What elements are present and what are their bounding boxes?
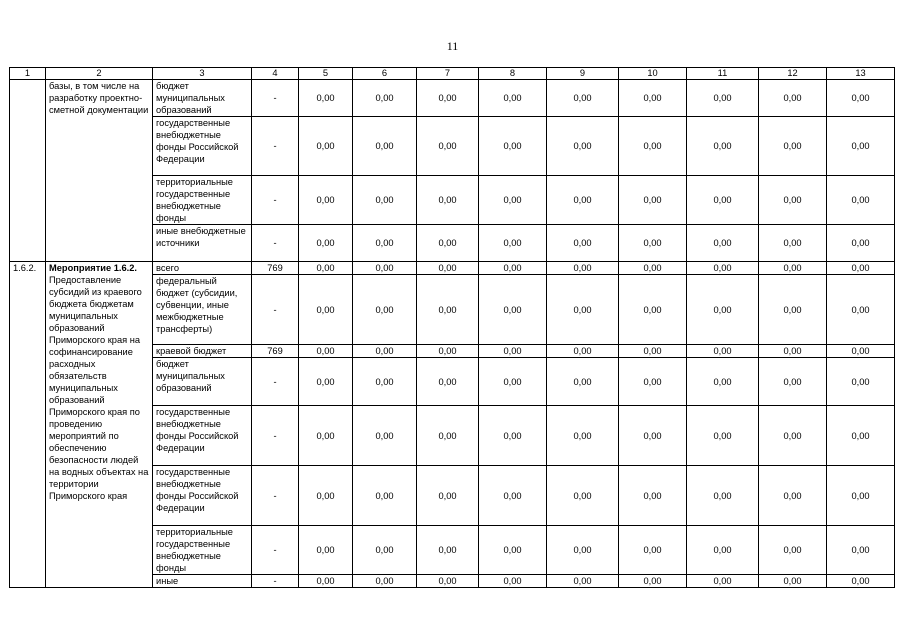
column-number-cell: 1 [10, 68, 46, 80]
item-title [46, 262, 153, 588]
code-cell: - [252, 526, 299, 575]
column-number-cell: 12 [759, 68, 827, 80]
value-cell: 0,00 [687, 466, 759, 526]
value-cell: 0,00 [547, 80, 619, 117]
value-cell: 0,00 [479, 117, 547, 176]
column-number-cell: 6 [353, 68, 417, 80]
value-cell: 0,00 [299, 275, 353, 345]
item-title-text: базы, в том числе на разработку проектно-сметной документации [49, 81, 149, 115]
funding-source: государственные внебюджетные фонды Российской Федерации [153, 117, 252, 176]
value-cell: 0,00 [299, 406, 353, 466]
code-cell: - [252, 466, 299, 526]
value-cell: 0,00 [353, 526, 417, 575]
value-cell: 0,00 [299, 466, 353, 526]
value-cell: 0,00 [827, 345, 895, 358]
value-cell: 0,00 [417, 262, 479, 275]
value-cell: 0,00 [353, 80, 417, 117]
value-cell: 0,00 [687, 262, 759, 275]
value-cell: 0,00 [353, 575, 417, 588]
value-cell: 0,00 [479, 345, 547, 358]
value-cell: 0,00 [547, 406, 619, 466]
value-cell: 0,00 [687, 575, 759, 588]
value-cell: 0,00 [687, 117, 759, 176]
value-cell: 0,00 [619, 176, 687, 225]
value-cell: 0,00 [479, 176, 547, 225]
funding-source: федеральный бюджет (субсидии, субвенции, иные межбюджетные трансферты) [153, 275, 252, 345]
value-cell: 0,00 [353, 466, 417, 526]
funding-source: территориальные государственные внебюджетные фонды [153, 176, 252, 225]
value-cell: 0,00 [687, 406, 759, 466]
value-cell: 0,00 [417, 466, 479, 526]
code-cell: - [252, 358, 299, 406]
value-cell: 0,00 [479, 466, 547, 526]
value-cell: 0,00 [417, 275, 479, 345]
value-cell: 0,00 [547, 176, 619, 225]
value-cell: 0,00 [759, 80, 827, 117]
value-cell: 0,00 [417, 345, 479, 358]
value-cell: 0,00 [299, 225, 353, 262]
table-row [10, 262, 895, 275]
code-cell: - [252, 575, 299, 588]
value-cell: 0,00 [547, 345, 619, 358]
value-cell: 0,00 [417, 225, 479, 262]
value-cell: 0,00 [759, 358, 827, 406]
value-cell: 0,00 [619, 466, 687, 526]
value-cell: 0,00 [827, 117, 895, 176]
item-code: 1.6.2. [10, 262, 46, 588]
value-cell: 0,00 [479, 225, 547, 262]
value-cell: 0,00 [547, 526, 619, 575]
funding-source: бюджет муниципальных образований [153, 80, 252, 117]
value-cell: 0,00 [619, 80, 687, 117]
value-cell: 0,00 [299, 262, 353, 275]
value-cell: 0,00 [299, 358, 353, 406]
column-number-row [10, 68, 895, 80]
value-cell: 0,00 [417, 117, 479, 176]
value-cell: 0,00 [687, 80, 759, 117]
table-row [10, 80, 895, 117]
item-code [10, 80, 46, 262]
value-cell: 0,00 [299, 575, 353, 588]
page-number: 11 [446, 39, 459, 53]
column-number-cell: 4 [252, 68, 299, 80]
column-number-cell: 8 [479, 68, 547, 80]
value-cell: 0,00 [547, 117, 619, 176]
code-cell: - [252, 80, 299, 117]
value-cell: 0,00 [353, 358, 417, 406]
value-cell: 0,00 [827, 275, 895, 345]
value-cell: 0,00 [299, 80, 353, 117]
budget-table [9, 67, 895, 588]
value-cell: 0,00 [479, 80, 547, 117]
value-cell: 0,00 [299, 345, 353, 358]
value-cell: 0,00 [687, 225, 759, 262]
value-cell: 0,00 [687, 358, 759, 406]
value-cell: 0,00 [353, 275, 417, 345]
value-cell: 0,00 [759, 345, 827, 358]
value-cell: 0,00 [417, 358, 479, 406]
value-cell: 0,00 [619, 358, 687, 406]
column-number-cell: 5 [299, 68, 353, 80]
code-cell: - [252, 406, 299, 466]
value-cell: 0,00 [827, 176, 895, 225]
item-title [46, 80, 153, 262]
funding-source: иные [153, 575, 252, 588]
value-cell: 0,00 [547, 466, 619, 526]
value-cell: 0,00 [299, 176, 353, 225]
value-cell: 0,00 [619, 117, 687, 176]
value-cell: 0,00 [759, 526, 827, 575]
value-cell: 0,00 [479, 575, 547, 588]
value-cell: 0,00 [417, 80, 479, 117]
column-number-cell: 13 [827, 68, 895, 80]
funding-source: краевой бюджет [153, 345, 252, 358]
column-number-cell: 10 [619, 68, 687, 80]
value-cell: 0,00 [827, 526, 895, 575]
value-cell: 0,00 [619, 262, 687, 275]
value-cell: 0,00 [619, 575, 687, 588]
value-cell: 0,00 [299, 526, 353, 575]
value-cell: 0,00 [299, 117, 353, 176]
value-cell: 0,00 [759, 406, 827, 466]
column-number-cell: 3 [153, 68, 252, 80]
value-cell: 0,00 [827, 406, 895, 466]
value-cell: 0,00 [619, 526, 687, 575]
value-cell: 0,00 [353, 117, 417, 176]
value-cell: 0,00 [479, 358, 547, 406]
value-cell: 0,00 [417, 575, 479, 588]
value-cell: 0,00 [353, 345, 417, 358]
value-cell: 0,00 [619, 345, 687, 358]
value-cell: 0,00 [759, 275, 827, 345]
value-cell: 0,00 [479, 275, 547, 345]
value-cell: 0,00 [827, 225, 895, 262]
value-cell: 0,00 [417, 406, 479, 466]
value-cell: 0,00 [353, 176, 417, 225]
value-cell: 0,00 [353, 406, 417, 466]
value-cell: 0,00 [687, 345, 759, 358]
column-number-cell: 7 [417, 68, 479, 80]
value-cell: 0,00 [687, 176, 759, 225]
value-cell: 0,00 [479, 526, 547, 575]
value-cell: 0,00 [417, 176, 479, 225]
value-cell: 0,00 [827, 80, 895, 117]
value-cell: 0,00 [619, 225, 687, 262]
code-cell: - [252, 117, 299, 176]
value-cell: 0,00 [759, 176, 827, 225]
value-cell: 0,00 [827, 262, 895, 275]
column-number-cell: 2 [46, 68, 153, 80]
column-number-cell: 9 [547, 68, 619, 80]
value-cell: 0,00 [687, 275, 759, 345]
code-cell: - [252, 176, 299, 225]
code-cell: - [252, 225, 299, 262]
value-cell: 0,00 [619, 275, 687, 345]
value-cell: 0,00 [759, 575, 827, 588]
item-title-bold: Мероприятие 1.6.2. [49, 263, 137, 273]
funding-source: всего [153, 262, 252, 275]
funding-source: территориальные государственные внебюджетные фонды [153, 526, 252, 575]
item-title-text: Предоставление субсидий из краевого бюджета бюджетам муниципальных образований Приморского края на софинансирование расходных обязательств муниципальных образований Приморского края по проведению мероприятий по обеспечению безопасности людей на водных объектах на территории Приморского края [49, 275, 149, 501]
value-cell: 0,00 [547, 358, 619, 406]
value-cell: 0,00 [827, 575, 895, 588]
value-cell: 0,00 [827, 358, 895, 406]
funding-source: бюджет муниципальных образований [153, 358, 252, 406]
value-cell: 0,00 [547, 575, 619, 588]
code-cell: 769 [252, 262, 299, 275]
value-cell: 0,00 [417, 526, 479, 575]
funding-source: государственные внебюджетные фонды Российской Федерации [153, 466, 252, 526]
value-cell: 0,00 [479, 262, 547, 275]
funding-source: иные внебюджетные источники [153, 225, 252, 262]
value-cell: 0,00 [547, 225, 619, 262]
value-cell: 0,00 [759, 117, 827, 176]
value-cell: 0,00 [353, 262, 417, 275]
value-cell: 0,00 [619, 406, 687, 466]
code-cell: - [252, 275, 299, 345]
value-cell: 0,00 [547, 275, 619, 345]
value-cell: 0,00 [687, 526, 759, 575]
code-cell: 769 [252, 345, 299, 358]
column-number-cell: 11 [687, 68, 759, 80]
value-cell: 0,00 [759, 225, 827, 262]
value-cell: 0,00 [547, 262, 619, 275]
value-cell: 0,00 [759, 466, 827, 526]
value-cell: 0,00 [479, 406, 547, 466]
value-cell: 0,00 [827, 466, 895, 526]
funding-source: государственные внебюджетные фонды Российской Федерации [153, 406, 252, 466]
value-cell: 0,00 [353, 225, 417, 262]
value-cell: 0,00 [759, 262, 827, 275]
